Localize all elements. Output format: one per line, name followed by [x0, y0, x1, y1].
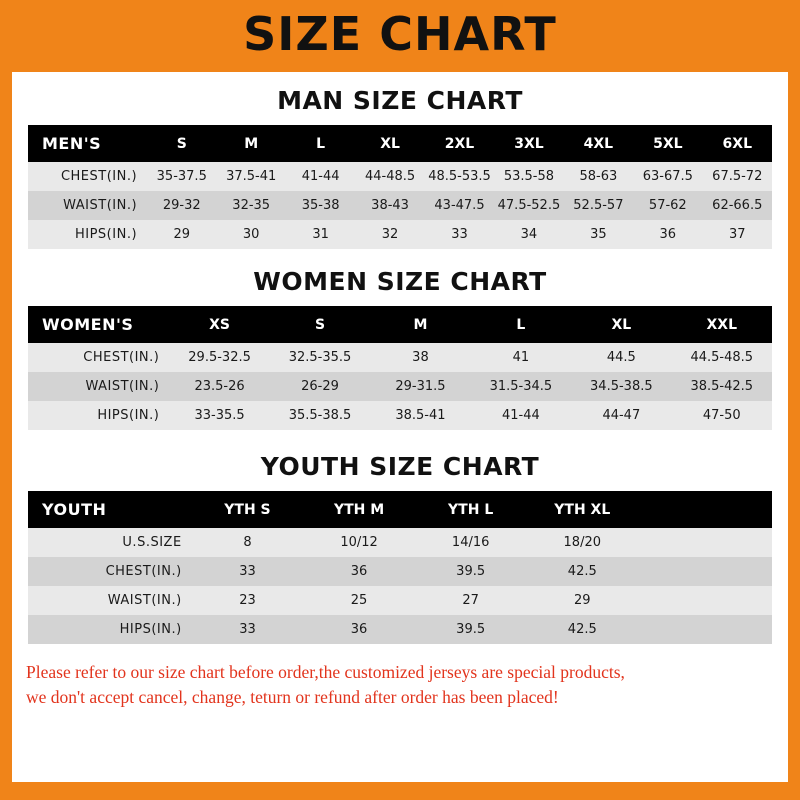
men-cell: 63-67.5: [633, 162, 702, 191]
youth-cell: 29: [526, 586, 638, 615]
youth-row-label: HIPS(IN.): [28, 615, 192, 644]
men-col-header: 3XL: [494, 125, 563, 162]
men-cell: 62-66.5: [703, 191, 772, 220]
women-cell: 23.5-26: [169, 372, 269, 401]
women-col-header: M: [370, 306, 470, 343]
youth-cell: 23: [192, 586, 304, 615]
men-cell: 58-63: [564, 162, 633, 191]
youth-cell-empty: [638, 586, 772, 615]
men-cell: 67.5-72: [703, 162, 772, 191]
men-cell: 33: [425, 220, 494, 249]
men-row-label: WAIST(IN.): [28, 191, 147, 220]
men-cell: 35-38: [286, 191, 355, 220]
youth-cell: 18/20: [526, 528, 638, 557]
men-cell: 37: [703, 220, 772, 249]
youth-cell: 36: [303, 557, 415, 586]
men-size-table: [28, 125, 772, 249]
footer-note-line-2: we don't accept cancel, change, teturn or refund after order has been placed!: [26, 687, 559, 708]
women-cell: 33-35.5: [169, 401, 269, 430]
men-cell: 57-62: [633, 191, 702, 220]
header-bar: [0, 0, 800, 72]
women-cell: 32.5-35.5: [270, 343, 370, 372]
page-title: SIZE CHART: [243, 7, 557, 61]
women-row-label: WAIST(IN.): [28, 372, 169, 401]
youth-cell: 42.5: [526, 557, 638, 586]
men-col-header: 6XL: [703, 125, 772, 162]
youth-cell-empty: [638, 615, 772, 644]
youth-cell: 42.5: [526, 615, 638, 644]
women-table-header-row: [28, 306, 772, 343]
women-cell: 38.5-41: [370, 401, 470, 430]
women-cell: 41: [471, 343, 571, 372]
table-row: [28, 615, 772, 644]
youth-section: [12, 452, 788, 644]
men-row-label: CHEST(IN.): [28, 162, 147, 191]
women-cell: 41-44: [471, 401, 571, 430]
men-cell: 35-37.5: [147, 162, 216, 191]
women-cell: 35.5-38.5: [270, 401, 370, 430]
men-cell: 38-43: [355, 191, 424, 220]
women-col-header: L: [471, 306, 571, 343]
youth-cell-empty: [638, 557, 772, 586]
men-section: [12, 86, 788, 249]
men-cell: 43-47.5: [425, 191, 494, 220]
youth-cell: 33: [192, 615, 304, 644]
youth-col-header: YTH L: [415, 491, 527, 528]
women-row-label: HIPS(IN.): [28, 401, 169, 430]
youth-cell: 33: [192, 557, 304, 586]
women-cell: 29.5-32.5: [169, 343, 269, 372]
men-cell: 34: [494, 220, 563, 249]
men-section-title: MAN SIZE CHART: [277, 86, 523, 115]
women-cell: 34.5-38.5: [571, 372, 671, 401]
women-cell: 44.5-48.5: [672, 343, 772, 372]
men-col-header: S: [147, 125, 216, 162]
women-cell: 38: [370, 343, 470, 372]
men-col-header: 2XL: [425, 125, 494, 162]
youth-cell: 14/16: [415, 528, 527, 557]
youth-cell: 39.5: [415, 615, 527, 644]
women-section: [12, 267, 788, 430]
women-col-header: S: [270, 306, 370, 343]
men-cell: 31: [286, 220, 355, 249]
men-col-header: 5XL: [633, 125, 702, 162]
men-cell: 48.5-53.5: [425, 162, 494, 191]
men-cell: 53.5-58: [494, 162, 563, 191]
men-col-header: XL: [355, 125, 424, 162]
women-col-header: XXL: [672, 306, 772, 343]
youth-cell: 27: [415, 586, 527, 615]
men-cell: 30: [216, 220, 285, 249]
men-col-header: M: [216, 125, 285, 162]
youth-section-title: YOUTH SIZE CHART: [260, 452, 540, 481]
men-col-header: 4XL: [564, 125, 633, 162]
table-row: [28, 162, 772, 191]
youth-cell-empty: [638, 528, 772, 557]
youth-row-label-header: YOUTH: [28, 491, 192, 528]
women-cell: 44-47: [571, 401, 671, 430]
youth-row-label: CHEST(IN.): [28, 557, 192, 586]
men-cell: 37.5-41: [216, 162, 285, 191]
footer-note-line-1: Please refer to our size chart before order,the customized jerseys are special products,: [26, 662, 625, 682]
footer-note: [12, 660, 788, 711]
youth-cell: 10/12: [303, 528, 415, 557]
youth-row-label: U.S.SIZE: [28, 528, 192, 557]
men-cell: 32-35: [216, 191, 285, 220]
men-cell: 29: [147, 220, 216, 249]
youth-cell: 39.5: [415, 557, 527, 586]
table-row: [28, 343, 772, 372]
men-cell: 47.5-52.5: [494, 191, 563, 220]
youth-col-header: YTH M: [303, 491, 415, 528]
women-cell: 26-29: [270, 372, 370, 401]
men-row-label-header: MEN'S: [28, 125, 147, 162]
women-col-header: XS: [169, 306, 269, 343]
men-cell: 36: [633, 220, 702, 249]
men-cell: 29-32: [147, 191, 216, 220]
youth-row-label: WAIST(IN.): [28, 586, 192, 615]
women-col-header: XL: [571, 306, 671, 343]
women-section-title: WOMEN SIZE CHART: [253, 267, 547, 296]
table-row: [28, 220, 772, 249]
women-cell: 31.5-34.5: [471, 372, 571, 401]
table-row: [28, 557, 772, 586]
women-size-table: [28, 306, 772, 430]
women-cell: 47-50: [672, 401, 772, 430]
women-row-label-header: WOMEN'S: [28, 306, 169, 343]
men-cell: 32: [355, 220, 424, 249]
youth-table-header-row: [28, 491, 772, 528]
youth-cell: 36: [303, 615, 415, 644]
women-cell: 29-31.5: [370, 372, 470, 401]
youth-cell: 8: [192, 528, 304, 557]
youth-cell: 25: [303, 586, 415, 615]
men-row-label: HIPS(IN.): [28, 220, 147, 249]
men-cell: 44-48.5: [355, 162, 424, 191]
women-cell: 44.5: [571, 343, 671, 372]
men-cell: 41-44: [286, 162, 355, 191]
women-row-label: CHEST(IN.): [28, 343, 169, 372]
table-row: [28, 401, 772, 430]
table-row: [28, 528, 772, 557]
youth-size-table: [28, 491, 772, 644]
table-row: [28, 586, 772, 615]
men-table-header-row: [28, 125, 772, 162]
youth-col-header-empty: [638, 491, 772, 528]
women-cell: 38.5-42.5: [672, 372, 772, 401]
youth-col-header: YTH XL: [526, 491, 638, 528]
men-cell: 52.5-57: [564, 191, 633, 220]
table-row: [28, 372, 772, 401]
bottom-accent-strip: [0, 782, 800, 800]
table-row: [28, 191, 772, 220]
men-cell: 35: [564, 220, 633, 249]
men-col-header: L: [286, 125, 355, 162]
youth-col-header: YTH S: [192, 491, 304, 528]
